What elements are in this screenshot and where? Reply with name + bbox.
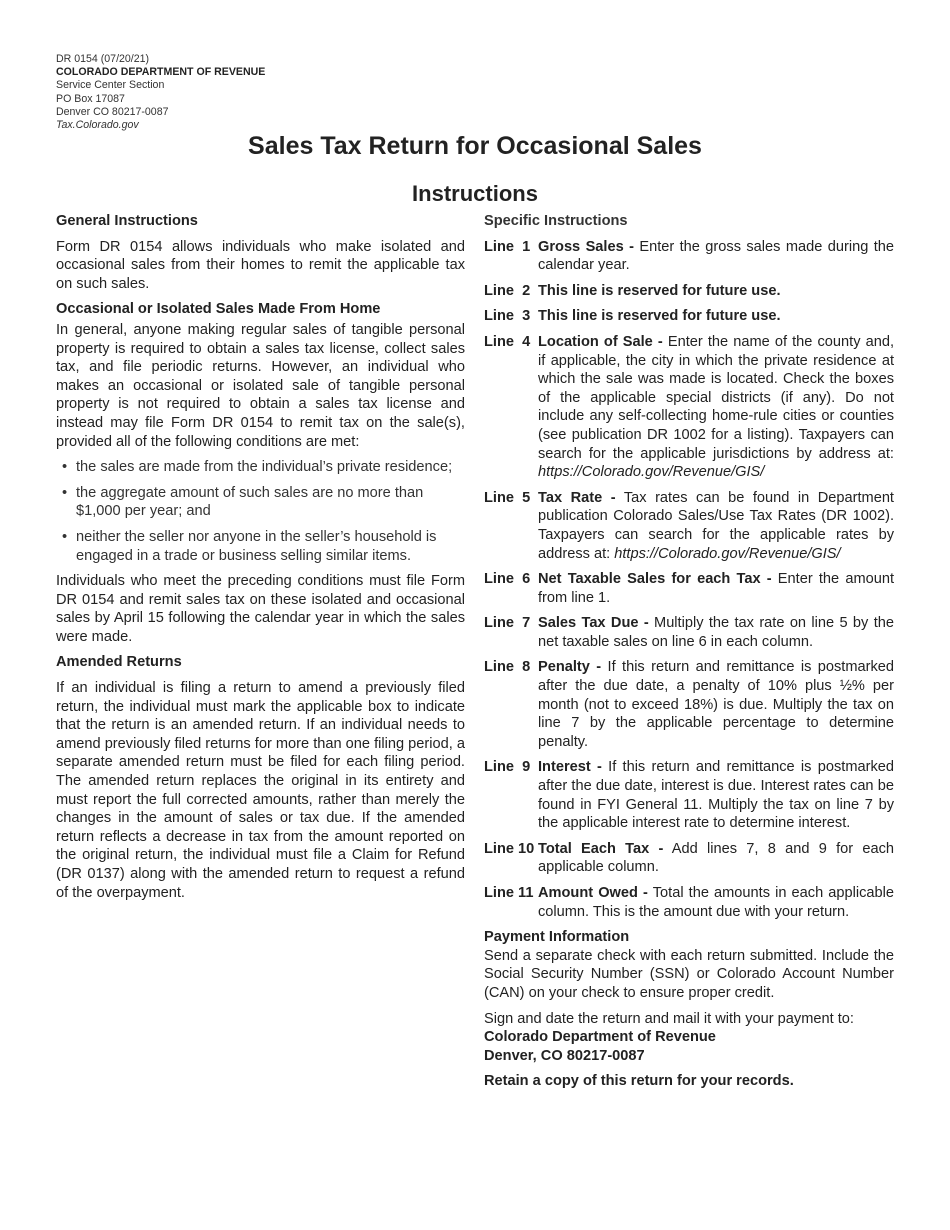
occasional-text: In general, anyone making regular sales of tangible personal property is required to obtain a sales tax license, collect sales tax, and file periodic returns. However, an individual who makes an occasional or isolated sale of tangible personal property is not required to obtain a sales tax license and instead may file Form DR 0154 to remit tax on the sale(s), provided all of the following conditions are met: [56,321,465,450]
line-instruction [484,238,894,275]
gis-url: https://Colorado.gov/Revenue/GIS/ [614,545,841,562]
gis-url: https://Colorado.gov/Revenue/GIS/ [538,464,765,481]
line-number: Line 1 [484,238,531,255]
line-body [538,489,894,563]
agency-name: COLORADO DEPARTMENT OF REVENUE [56,66,266,79]
line-body [538,658,894,751]
line-instruction [484,333,894,482]
line-instructions [484,238,894,922]
conditions-text: Individuals who meet the preceding conditions must file Form DR 0154 and remit sales tax on these isolated and occasional sales by April 15 following the calendar year in which the sales were made. [56,573,465,645]
line-number: Line 6 [484,571,531,588]
general-heading: General Instructions [56,213,198,229]
bullet-icon: • [62,484,68,501]
line-body [538,282,894,301]
form-id: DR 0154 (07/20/21) [56,53,150,65]
line-label: Tax Rate - [538,489,616,506]
mail-text: Sign and date the return and mail it with your payment to: [484,1010,854,1027]
line-instruction [484,282,894,301]
line-instruction [484,614,894,651]
conditions-list [56,458,465,565]
line-instruction [484,840,894,877]
line-label: This line is reserved for future use. [538,308,781,325]
list-item: • neither the seller nor anyone in the seller’s household is engaged in a trade or business selling similar items. [62,528,437,564]
right-column [484,212,894,1091]
line-text: If this return and remittance is postmarked after the due date, interest is due. Interest rates can be found in FYI General 11. Multiply the tax on line 7 by the applicable interest rate to determine interest. [538,759,894,832]
line-body [538,840,894,877]
amended-heading: Amended Returns [56,654,182,671]
payment-heading: Payment Information [484,929,630,946]
line-instruction [484,489,894,563]
document-subtitle: Instructions [412,181,538,206]
line-instruction [484,570,894,607]
line-number: Line 5 [484,489,531,506]
line-label: Gross Sales - [538,238,634,255]
line-text: Total the amounts in each applicable column. This is the amount due with your return. [538,885,894,920]
retain-note: Retain a copy of this return for your records. [484,1073,794,1090]
agency-city: Denver CO 80217-0087 [56,105,169,118]
line-instruction [484,307,894,326]
document-title: Sales Tax Return for Occasional Sales [248,132,702,160]
line-body [538,333,894,482]
line-text: Add lines 7, 8 and 9 for each applicable column. [538,840,895,876]
form-header [56,53,265,132]
line-instruction [484,658,894,751]
line-number: Line 2 [484,282,531,299]
line-label: Interest - [538,759,602,776]
line-label: Amount Owed - [538,885,648,901]
line-number: Line 8 [484,659,531,676]
line-number: Line 9 [484,759,531,776]
bullet-icon: • [62,459,68,476]
line-instruction [484,884,894,921]
line-label: Location of Sale - [538,333,663,350]
line-label: Net Taxable Sales for each Tax - [538,571,772,588]
line-body [538,238,894,275]
line-body [538,570,894,607]
line-text: Multiply the tax rate on line 5 by the net taxable sales on line 6 in each column. [538,615,894,650]
line-label: This line is reserved for future use. [538,282,781,299]
amended-text: If an individual is filing a return to amend a previously filed return, the individual must mark the applicable box to indicate that the return is an amended return. If an individual needs to amend previously filed returns for more than one filing period, a separate amended return must be filed for each filing period. The amended return replaces the original in its entirety and must report the full corrected amounts, rather than merely the changes in the amount of sales or tax due. If the amended return reflects a decrease in tax from the amount reported on the original return, the individual must file a Claim for Refund (DR 0137) along with the amended return to request a refund of the overpayment. [56,680,465,901]
line-body [538,758,894,832]
mail-city: Denver, CO 80217-0087 [484,1047,645,1064]
payment-text: Send a separate check with each return submitted. Include the Social Security Number (SSN) or Colorado Account Number (CAN) on your check to ensure proper credit. [484,947,894,1001]
line-label: Sales Tax Due - [538,615,649,632]
occasional-heading: Occasional or Isolated Sales Made From Home [56,301,381,318]
left-column [56,212,465,909]
bullet-icon: • [62,528,68,545]
line-number: Line 11 [484,885,534,901]
line-number: Line 7 [484,615,531,632]
line-body [538,884,894,921]
line-text: Enter the gross sales made during the calendar year. [538,238,894,274]
line-number: Line 10 [484,840,535,857]
line-text: Enter the amount from line 1. [538,571,894,606]
agency-po-box: PO Box 17087 [56,92,125,105]
line-label: Total Each Tax - [538,840,664,857]
line-number: Line 3 [484,308,531,325]
line-body [538,307,894,326]
line-label: Penalty - [538,659,602,676]
line-body [538,614,894,651]
agency-section: Service Center Section [56,79,165,92]
line-number: Line 4 [484,333,531,350]
list-item: • the aggregate amount of such sales are no more than $1,000 per year; and [62,484,424,520]
line-instruction [484,758,894,832]
agency-website: Tax.Colorado.gov [56,119,139,132]
line-text: Tax rates can be found in Department publication Colorado Sales/Use Tax Rates (DR 1002). Taxpayers can search for the applicable rates by address at: [538,489,894,562]
general-intro: Form DR 0154 allows individuals who make isolated and occasional sales from their homes to remit the applicable tax on such sales. [56,238,465,292]
line-text: If this return and remittance is postmarked after the due date, a penalty of 10% plus ½% per month (not to exceed 18%) is due. Multiply the tax on line 7 by the applicable percentage to determine penalty. [538,659,895,750]
mail-name: Colorado Department of Revenue [484,1029,716,1046]
line-text: Enter the name of the county and, if applicable, the city in which the private residence at which the sale was made is located. Check the boxes of the applicable special districts (if any). Do not include any self-collecting home-rule cities or counties (see publication DR 1002 for a listing). Taxpayers can search for the applicable jurisdictions by address at: [538,333,894,462]
specific-heading: Specific Instructions [484,213,628,229]
list-item: • the sales are made from the individual’s private residence; [62,459,453,476]
